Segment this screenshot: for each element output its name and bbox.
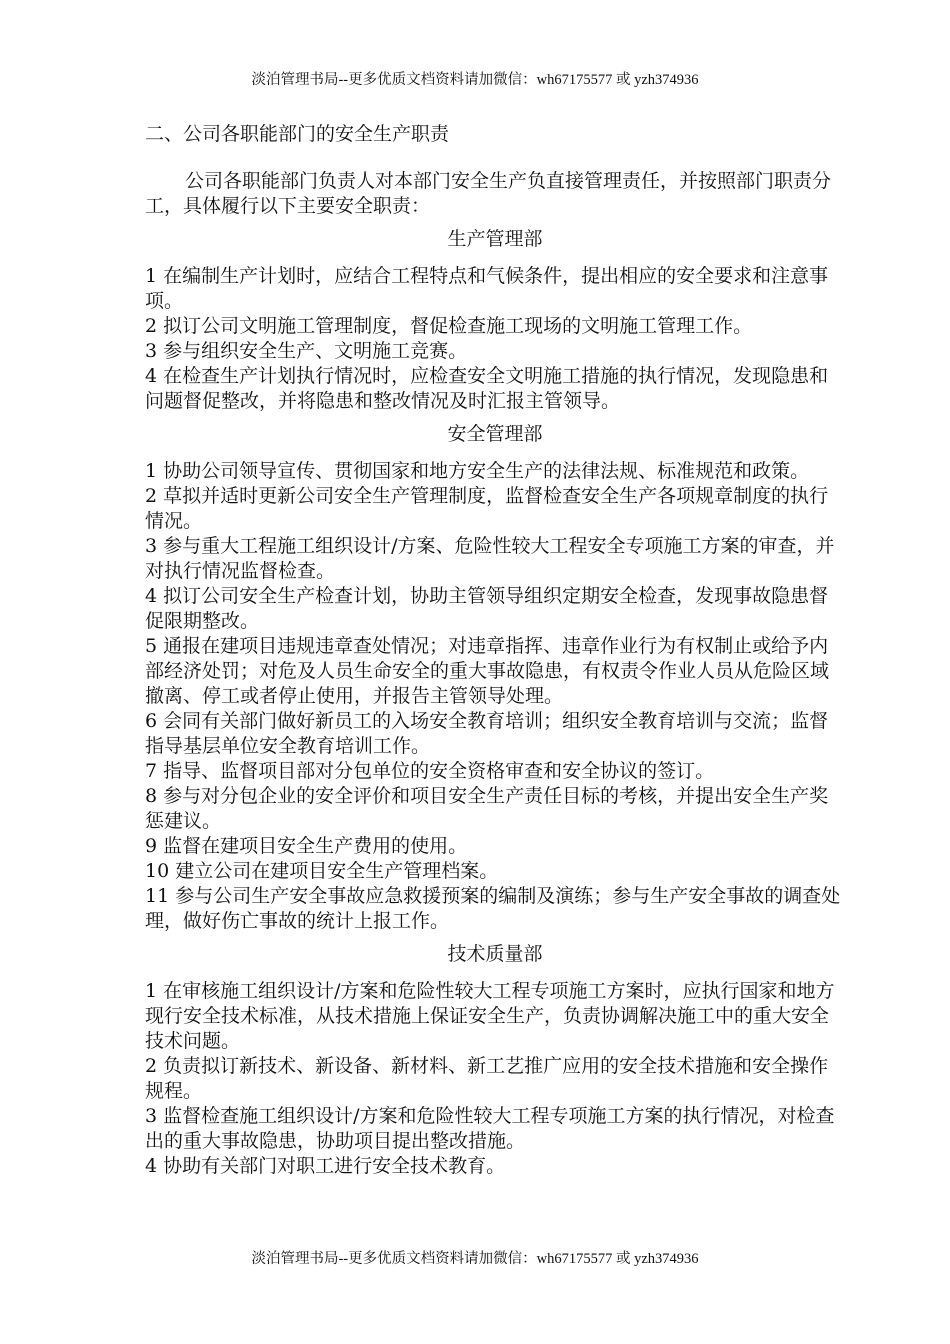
duty-item: 1 协助公司领导宣传、贯彻国家和地方安全生产的法律法规、标准规范和政策。 [145,460,810,482]
duty-item: 11 参与公司生产安全事故应急救援预案的编制及演练；参与生产安全事故的调查处理，做好伤亡事故的统计上报工作。 [145,885,841,932]
department-production [145,227,845,414]
duty-item: 1 在审核施工组织设计/方案和危险性较大工程专项施工方案时，应执行国家和地方现行安全技术标准，从技术措施上保证安全生产，负责协调解决施工中的重大安全技术问题。 [145,980,835,1052]
duty-item: 3 参与重大工程施工组织设计/方案、危险性较大工程安全专项施工方案的审查，并对执行情况监督检查。 [145,535,835,582]
department-heading: 安全管理部 [447,423,543,445]
department-safety [145,422,845,934]
duty-item: 3 监督检查施工组织设计/方案和危险性较大工程专项施工方案的执行情况，对检查出的重大事故隐患，协助项目提出整改措施。 [145,1105,835,1152]
duty-item: 8 参与对分包企业的安全评价和项目安全生产责任目标的考核，并提出安全生产奖惩建议。 [145,785,829,832]
duty-item: 4 拟订公司安全生产检查计划，协助主管领导组织定期安全检查，发现事故隐患督促限期整改。 [145,585,829,632]
duty-item: 2 负责拟订新技术、新设备、新材料、新工艺推广应用的安全技术措施和安全操作规程。 [145,1055,829,1102]
duty-item: 6 会同有关部门做好新员工的入场安全教育培训；组织安全教育培训与交流；监督指导基层单位安全教育培训工作。 [145,710,829,757]
department-heading: 生产管理部 [447,228,543,250]
department-heading: 技术质量部 [447,943,543,965]
department-technical-quality [145,942,845,1179]
duty-item: 2 草拟并适时更新公司安全生产管理制度，监督检查安全生产各项规章制度的执行情况。 [145,485,829,532]
duty-item: 1 在编制生产计划时，应结合工程特点和气候条件，提出相应的安全要求和注意事项。 [145,265,829,312]
document-body [145,122,845,1179]
duty-item: 4 协助有关部门对职工进行安全技术教育。 [145,1155,506,1177]
duty-item: 4 在检查生产计划执行情况时，应检查安全文明施工措施的执行情况，发现隐患和问题督促整改，并将隐患和整改情况及时汇报主管领导。 [145,365,829,412]
duty-item: 10 建立公司在建项目安全生产管理档案。 [145,860,499,882]
section-title: 二、公司各职能部门的安全生产职责 [145,123,450,145]
duty-item: 7 指导、监督项目部对分包单位的安全资格审查和安全协议的签订。 [145,760,715,782]
intro-paragraph: 公司各职能部门负责人对本部门安全生产负直接管理责任，并按照部门职责分工，具体履行以下主要安全职责： [145,170,832,217]
duty-item: 2 拟订公司文明施工管理制度，督促检查施工现场的文明施工管理工作。 [145,315,753,337]
page-header: 淡泊管理书局--更多优质文档资料请加微信：wh67175577 或 yzh374936 [251,72,699,88]
duty-item: 5 通报在建项目违规违章查处情况；对违章指挥、违章作业行为有权制止或给予内部经济处罚；对危及人员生命安全的重大事故隐患，有权责令作业人员从危险区域撤离、停工或者停止使用，并报告主管领导处理。 [145,635,830,707]
duty-item: 3 参与组织安全生产、文明施工竞赛。 [145,340,468,362]
page-footer: 淡泊管理书局--更多优质文档资料请加微信：wh67175577 或 yzh374936 [251,1251,699,1267]
duty-item: 9 监督在建项目安全生产费用的使用。 [145,835,468,857]
